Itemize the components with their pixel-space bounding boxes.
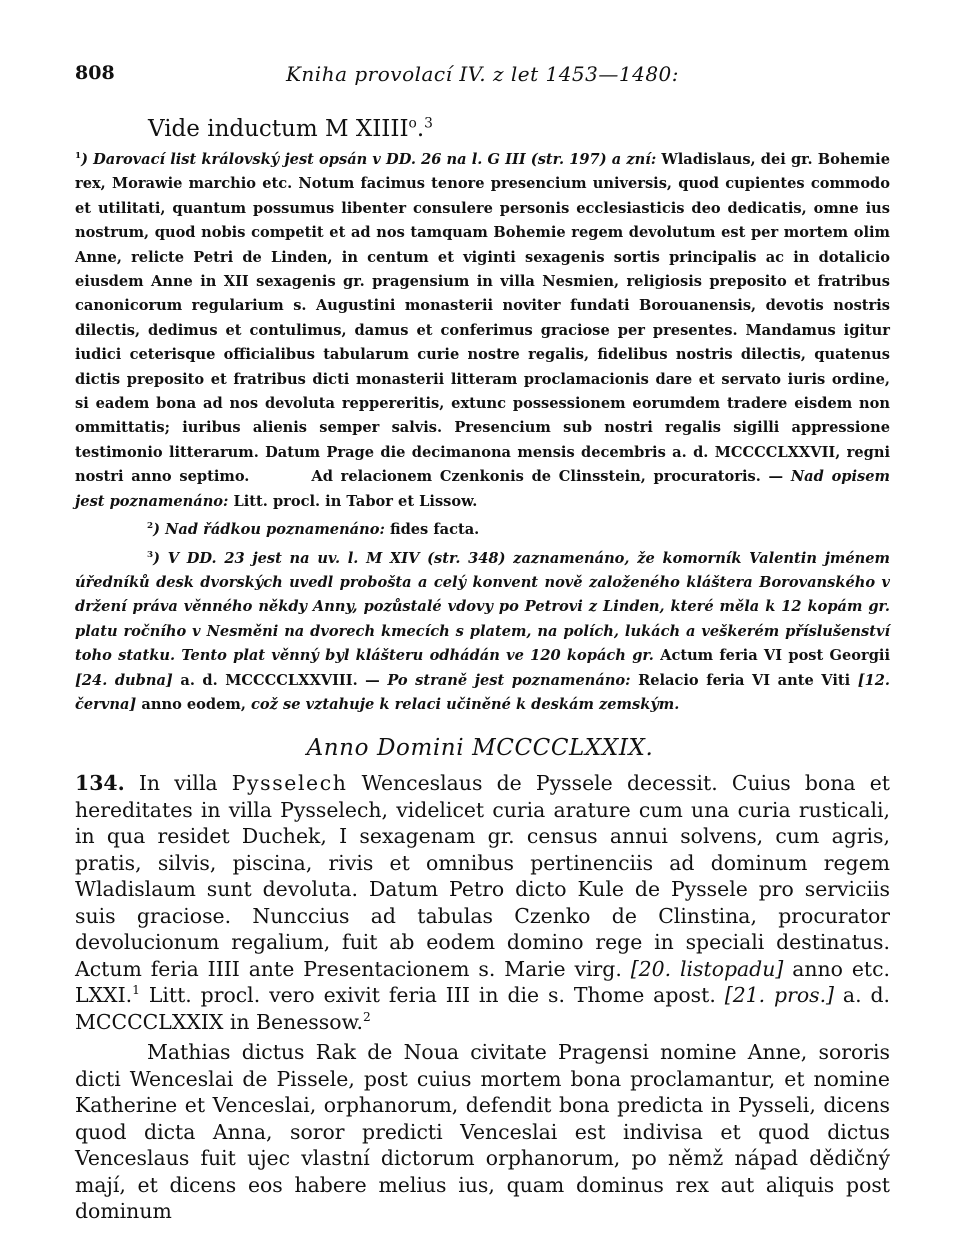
vide-text: Vide inductum M XIIII <box>148 116 409 142</box>
footnote-3-text-a: Actum feria VI post Georgii <box>653 647 891 665</box>
footnote-3-text-d: anno eodem, <box>136 695 251 713</box>
footnote-1-note-label: Nad opisem jest poznamenáno: <box>75 468 890 510</box>
year-heading: Anno Domini MCCCCLXXIX. <box>306 735 654 761</box>
footnote-2-intro: ) Nad řádkou poznamenáno: <box>153 521 385 539</box>
entry-134 <box>75 770 890 1225</box>
entry-p1-d: Litt. procl. vero exivit feria III in die s. Thome apost. <box>139 983 725 1007</box>
page-header <box>75 62 890 92</box>
footnote-2-text: fides facta. <box>384 521 480 539</box>
entry-date-2: [21. pros.] <box>724 983 835 1007</box>
footnote-3-mark: 3 <box>147 549 154 560</box>
footnote-3-intro: ) V DD. 23 jest na uv. l. M XIV (str. 348) zaznamenáno, že komorník Valentin jménem úředníků desk dvorských uvedl probošta a celý konvent nově založeného kláštera Borovanského v držení práva věnného někdy Anny, pozůstalé vdovy po Petrovi z Linden, které měla k 12 kopám gr. platu ročního v Nesměni na dvorech kmecích s platem, na polích, lukách a veškerém příslušenství toho statku. Tento plat věnný byl klášteru odhádán ve 120 kopách gr. <box>75 549 890 665</box>
footnote-ref-3: 3 <box>424 115 433 132</box>
entry-place-name: Pysselech <box>231 771 348 795</box>
entry-p1-b: Wenceslaus de Pyssele decessit. Cuius bona et hereditates in villa Pysselech, videlicet curia arature cum una curia rusticali, in qua residet Duchek, I sexagenam gr. census annui solvens, cum agris, pratis, silvis, piscina, rivis et omnibus pertinenciis ad dominum regem Wladislaum sunt devoluta. Datum Petro dicto Kule de Pyssele pro serviciis suis graciose. Nunccius ad tabulas Czenko de Clinstina, procurator devolucionum regalium, fuit ab eodem domino rege in speciali destinatus. Actum feria IIII ante Presentacionem s. Marie virg. <box>75 771 891 981</box>
entry-p1-c: anno etc. LXXI. <box>75 956 890 1007</box>
vide-line <box>148 116 433 142</box>
footnote-3-italic-b: Po straně jest poznamenáno: <box>387 671 631 689</box>
footnote-1 <box>75 148 890 514</box>
footnote-ref-2: 2 <box>363 1009 371 1024</box>
footnote-1-intro: ) Darovací list královský jest opsán v DD. 26 na l. G III (str. 197) a zní: <box>81 151 657 168</box>
vide-dot: . <box>416 116 425 142</box>
footnotes-block <box>75 148 890 721</box>
footnote-3-date-c: [12. června] <box>75 671 891 713</box>
vide-sup-o: o <box>408 115 417 132</box>
footnote-ref-1: 1 <box>132 983 140 998</box>
footnote-3-italic-d: což se vztahuje k relaci učiněné k deskám zemským. <box>251 695 680 713</box>
footnote-1-relation: Ad relacionem Czenkonis de Clinsstein, procuratoris. <box>311 468 761 486</box>
footnote-1-dash: — <box>760 468 791 486</box>
footnote-2 <box>75 518 890 542</box>
entry-paragraph-1 <box>75 770 890 1035</box>
footnote-3-text-b: a. d. MCCCCLXXVIII. — <box>172 671 388 689</box>
footnote-1-text: Wladislaus, dei gr. Bohemie rex, Morawie marchio etc. Notum facimus tenore presencium universis, quod cupientes commodo et utilitati, quantum possumus libenter consulere personis ecclesiasticis deo dedicatis, omne ius nostrum, quod nobis competit et ad nos tamquam Bohemie regem devolutum est per mortem olim Anne, relicte Petri de Linden, in centum et viginti sexagenis sortis principalis ac in dotalicio eiusdem Anne in XII sexagenis gr. pragensium in villa Nesmien, religiosis preposito et fratribus canonicorum regularium s. Augustini monasterii noviter fundati Borouanensis, devotis nostris dilectis, dedimus et contulimus, damus et conferimus graciose per presentes. Mandamus igitur iudici ceterisque officialibus tabularum curie nostre regalis, fidelibus nostris dilectis, quatenus dictis preposito et fratribus dicti monasterii litteram proclamacionis dare et servato iuris ordine, si eadem bona ad nos devoluta reppereritis, extunc possessionem eorumdem tradere eisdem non ommittatis; iuribus alienis semper salvis. Presencium sub nostri regalis sigilli appressione testimonio litterarum. Datum Prage die decimanona mensis decembris a. d. MCCCCLXXVII, regni nostri anno septimo. <box>75 151 890 486</box>
entry-number: 134. <box>75 771 125 795</box>
footnote-1-mark: 1 <box>75 151 82 162</box>
page-number: 808 <box>75 62 115 84</box>
footnote-3-text-c: Relacio feria VI ante Viti <box>630 671 858 689</box>
running-title: Kniha provolací IV. z let 1453—1480: <box>285 62 680 86</box>
footnote-1-note-text: Litt. procl. in Tabor et Lissow. <box>228 492 478 510</box>
entry-paragraph-2: Mathias dictus Rak de Noua civitate Pragensi nomine Anne, sororis dicti Wenceslai de Pissele, post cuius mortem bona proclamantur, et nomine Katherine et Venceslai, orphanorum, defendit bona predicta in Pysseli, dicens quod dicta Anna, soror predicti Venceslai est indivisa et quod dictus Venceslaus fuit ujec vlastní dictorum orphanorum, po němž nápad dědičný mají, et dicens eos habere melius ius, quam dominus rex aut aliquis post dominum <box>75 1040 890 1223</box>
entry-date-1: [20. listopadu] <box>630 956 784 981</box>
entry-p1-a: In villa <box>124 771 232 795</box>
footnote-3-date-a: [24. dubna] <box>75 671 173 689</box>
footnote-3 <box>75 547 890 718</box>
entry-p1-e: a. d. MCCCCLXXIX in Benessow. <box>75 983 891 1034</box>
footnote-2-mark: 2 <box>147 521 154 532</box>
